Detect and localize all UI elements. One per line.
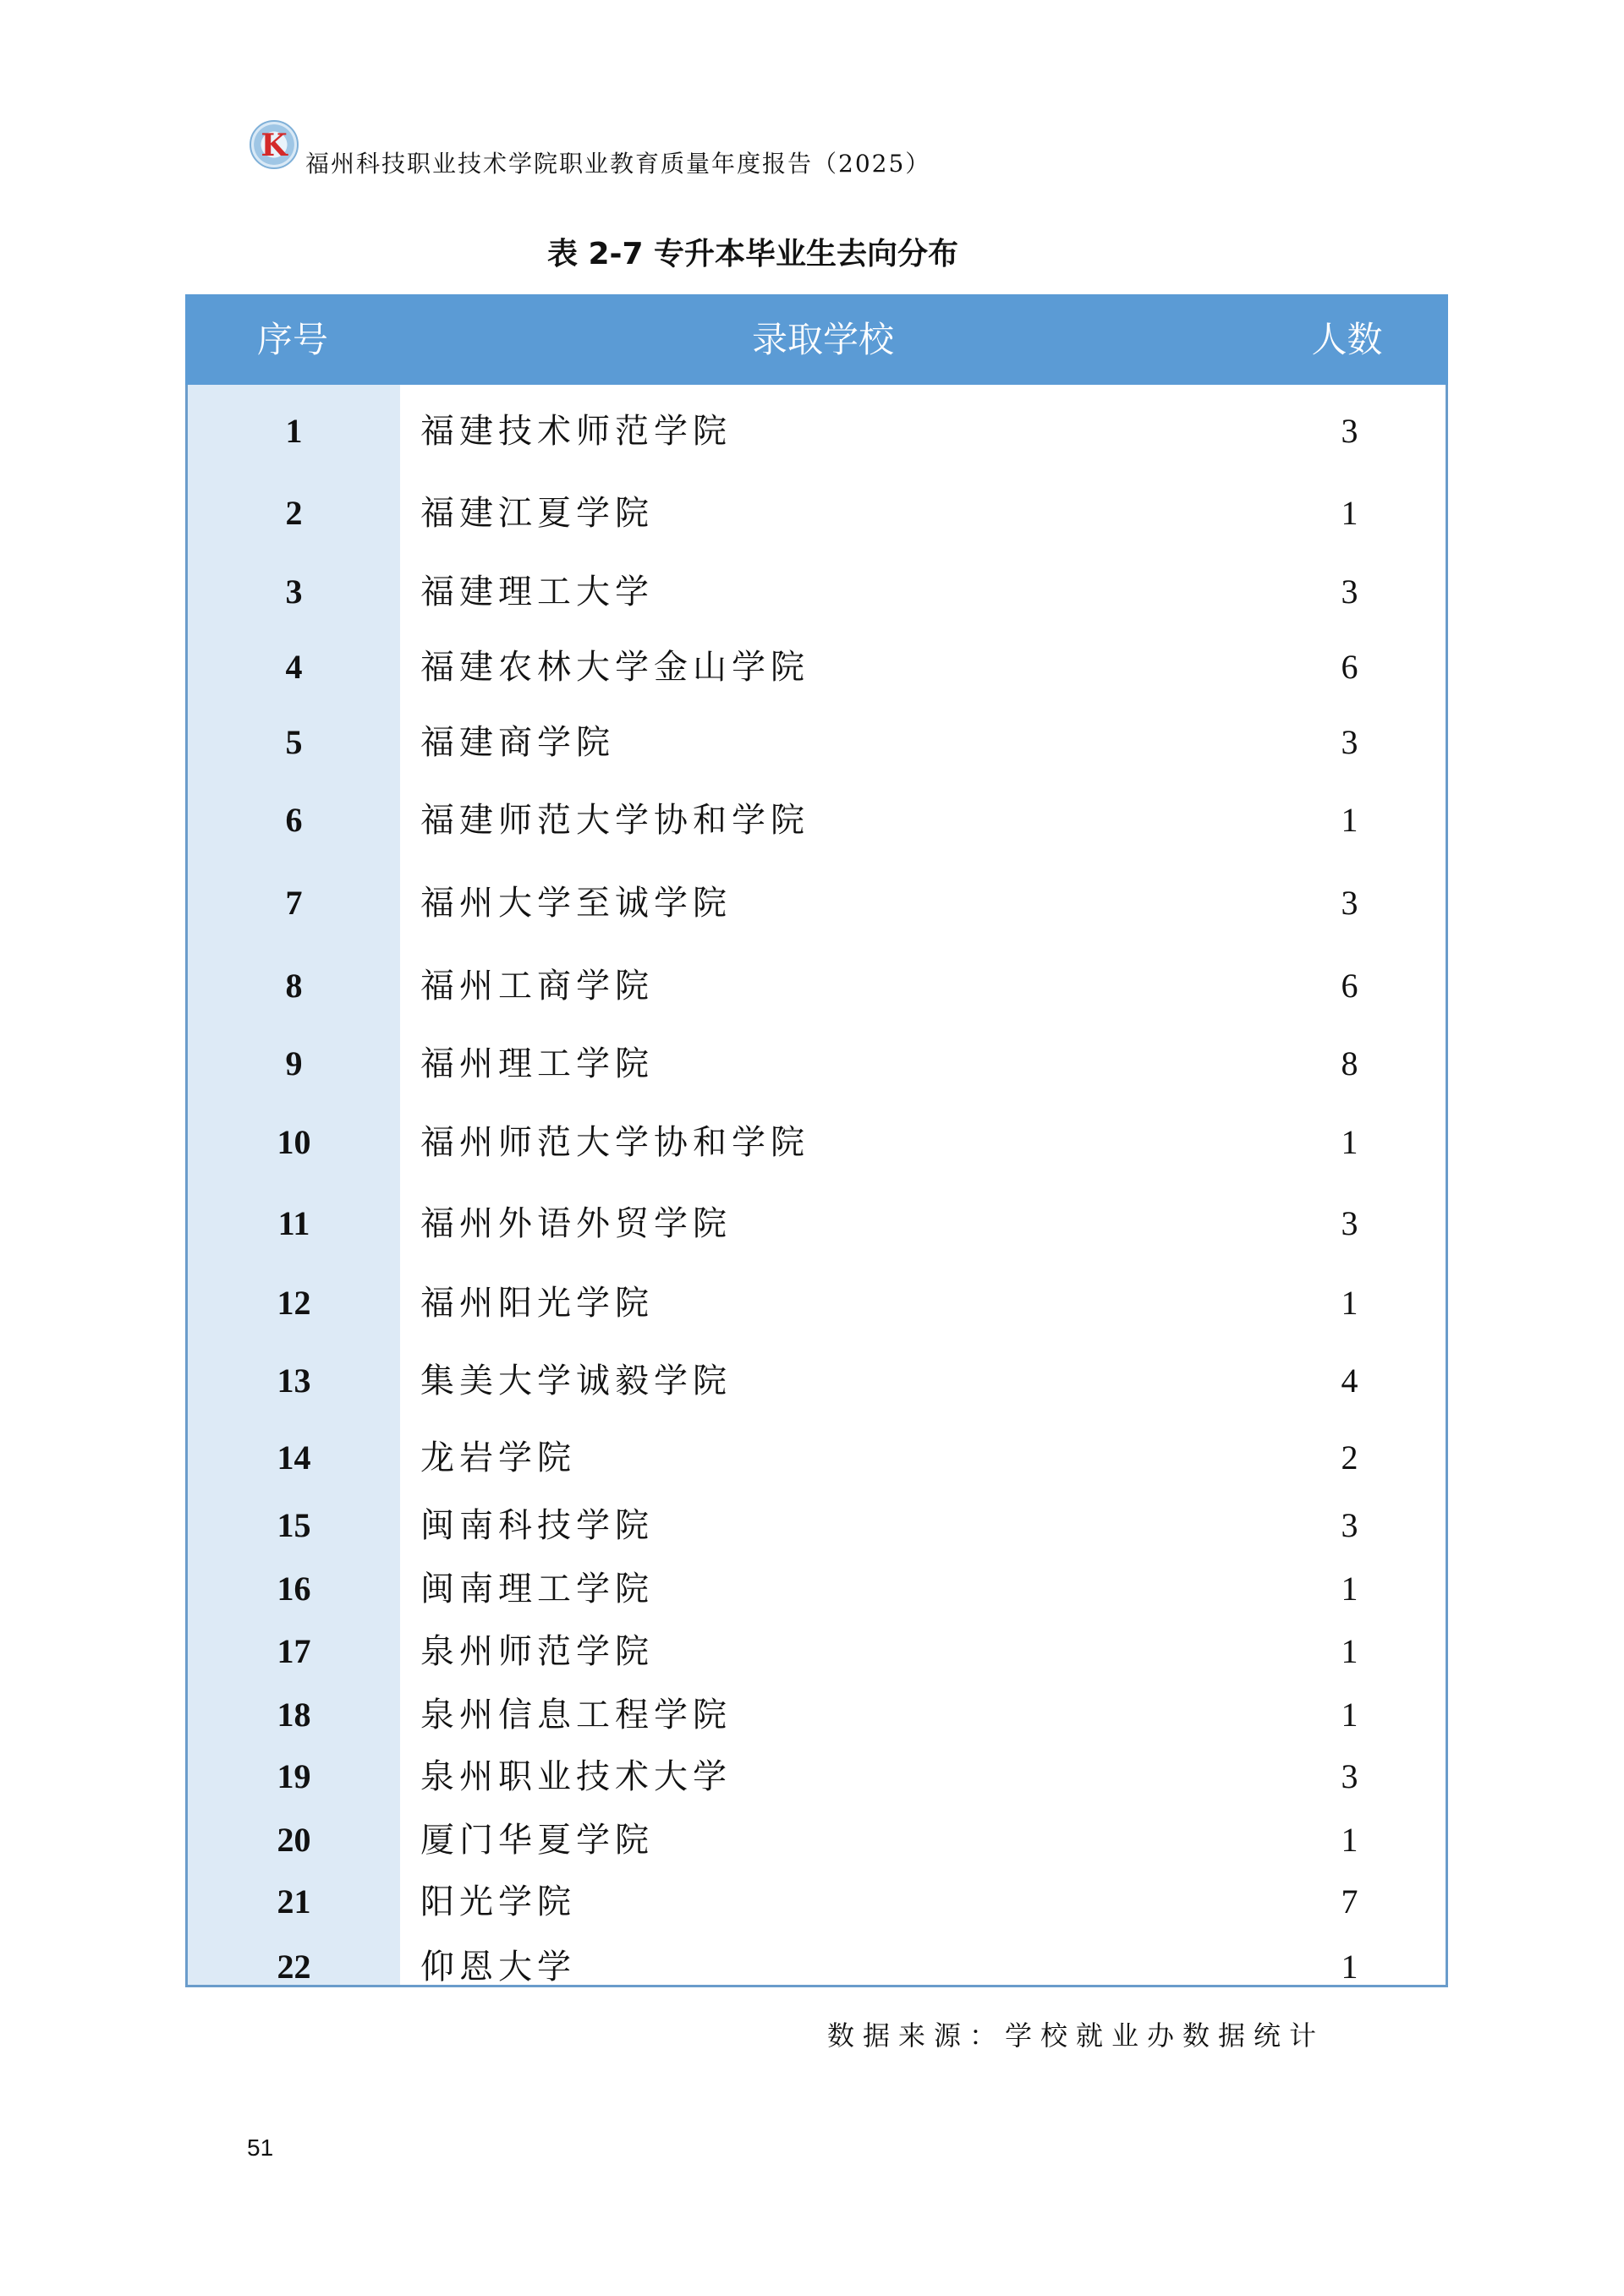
table-row: [188, 878, 1446, 929]
row-index: 15: [277, 1506, 311, 1544]
row-index: 8: [285, 967, 303, 1005]
table-row: [188, 1278, 1446, 1329]
row-index: 1: [285, 412, 303, 450]
table-row: [188, 1626, 1446, 1677]
row-count: 1: [1341, 1284, 1358, 1322]
row-count: 1: [1341, 1570, 1358, 1608]
table-row: [188, 1564, 1446, 1614]
table-header: [185, 294, 1448, 385]
table-row: [188, 1942, 1446, 1992]
row-school-name: 阳光学院: [420, 1882, 576, 1921]
row-count: 6: [1341, 967, 1358, 1005]
row-count: 1: [1341, 801, 1358, 839]
row-school-name: 福州师范大学协和学院: [420, 1123, 809, 1162]
row-school-name: 福建师范大学协和学院: [420, 801, 809, 840]
row-school-name: 福州阳光学院: [420, 1284, 654, 1323]
row-index: 6: [285, 801, 303, 839]
row-count: 1: [1341, 1948, 1358, 1986]
column-header-index: 序号: [256, 319, 328, 360]
table-row: [188, 1356, 1446, 1406]
row-count: 3: [1341, 573, 1358, 611]
row-count: 4: [1341, 1362, 1358, 1400]
row-count: 6: [1341, 648, 1358, 686]
row-count: 3: [1341, 723, 1358, 761]
index-column-background: [188, 385, 400, 1985]
row-school-name: 福建技术师范学院: [420, 412, 732, 451]
row-school-name: 闽南科技学院: [420, 1506, 654, 1545]
row-index: 19: [277, 1757, 311, 1795]
data-source-note: 数据来源：学校就业办数据统计: [827, 2019, 1325, 2052]
row-school-name: 福建商学院: [420, 723, 615, 762]
table-row: [188, 961, 1446, 1011]
table-row: [188, 642, 1446, 693]
row-count: 1: [1341, 494, 1358, 532]
row-count: 1: [1341, 1123, 1358, 1161]
row-count: 3: [1341, 884, 1358, 922]
row-count: 1: [1341, 1632, 1358, 1670]
row-school-name: 仰恩大学: [420, 1948, 576, 1986]
row-index: 5: [285, 723, 303, 761]
row-school-name: 泉州师范学院: [420, 1632, 654, 1671]
row-school-name: 闽南理工学院: [420, 1570, 654, 1608]
row-count: 3: [1341, 1757, 1358, 1795]
row-school-name: 福建农林大学金山学院: [420, 648, 809, 687]
table-row: [188, 1117, 1446, 1168]
logo-letter: K: [261, 128, 288, 163]
row-index: 18: [277, 1696, 311, 1734]
row-index: 22: [277, 1948, 311, 1986]
table-row: [188, 406, 1446, 457]
row-school-name: 福州大学至诚学院: [420, 884, 732, 923]
table-row: [188, 567, 1446, 617]
row-count: 2: [1341, 1438, 1358, 1477]
row-index: 17: [277, 1632, 311, 1670]
row-index: 12: [277, 1284, 311, 1322]
row-index: 16: [277, 1570, 311, 1608]
table-row: [188, 488, 1446, 539]
row-index: 14: [277, 1438, 311, 1477]
row-count: 7: [1341, 1882, 1358, 1921]
row-school-name: 泉州信息工程学院: [420, 1696, 732, 1734]
row-school-name: 泉州职业技术大学: [420, 1757, 732, 1796]
destination-table: [185, 294, 1448, 1987]
row-school-name: 福建江夏学院: [420, 494, 654, 533]
table-row: [188, 1877, 1446, 1927]
table-row: [188, 1690, 1446, 1740]
page-number: 51: [247, 2134, 274, 2161]
table-caption: 表 2-7 专升本毕业生去向分布: [546, 237, 959, 271]
page-header: [250, 120, 1349, 179]
row-index: 7: [285, 884, 303, 922]
row-count: 1: [1341, 1696, 1358, 1734]
school-logo-icon: [250, 120, 299, 169]
row-index: 11: [277, 1204, 310, 1242]
row-index: 3: [285, 573, 303, 611]
row-index: 10: [277, 1123, 311, 1161]
row-school-name: 集美大学诚毅学院: [420, 1362, 732, 1400]
row-index: 9: [285, 1044, 303, 1082]
table-row: [188, 717, 1446, 768]
table-row: [188, 1500, 1446, 1551]
table-row: [188, 795, 1446, 846]
row-count: 8: [1341, 1044, 1358, 1082]
row-school-name: 龙岩学院: [420, 1438, 576, 1477]
row-index: 2: [285, 494, 303, 532]
row-count: 1: [1341, 1821, 1358, 1859]
row-school-name: 厦门华夏学院: [420, 1821, 654, 1860]
row-index: 21: [277, 1882, 311, 1921]
column-header-school: 录取学校: [751, 319, 894, 360]
report-title: 福州科技职业技术学院职业教育质量年度报告（2025）: [305, 150, 931, 178]
table-row: [188, 1433, 1446, 1483]
column-header-count: 人数: [1311, 319, 1383, 360]
table-row: [188, 1038, 1446, 1089]
table-row: [188, 1198, 1446, 1249]
row-school-name: 福州外语外贸学院: [420, 1204, 732, 1243]
row-school-name: 福州理工学院: [420, 1044, 654, 1083]
table-row: [188, 1751, 1446, 1802]
row-school-name: 福建理工大学: [420, 573, 654, 611]
row-count: 3: [1341, 1204, 1358, 1242]
row-index: 20: [277, 1821, 311, 1859]
row-index: 4: [285, 648, 303, 686]
table-row: [188, 1815, 1446, 1866]
row-count: 3: [1341, 412, 1358, 450]
row-index: 13: [277, 1362, 311, 1400]
row-count: 3: [1341, 1506, 1358, 1544]
row-school-name: 福州工商学院: [420, 967, 654, 1006]
